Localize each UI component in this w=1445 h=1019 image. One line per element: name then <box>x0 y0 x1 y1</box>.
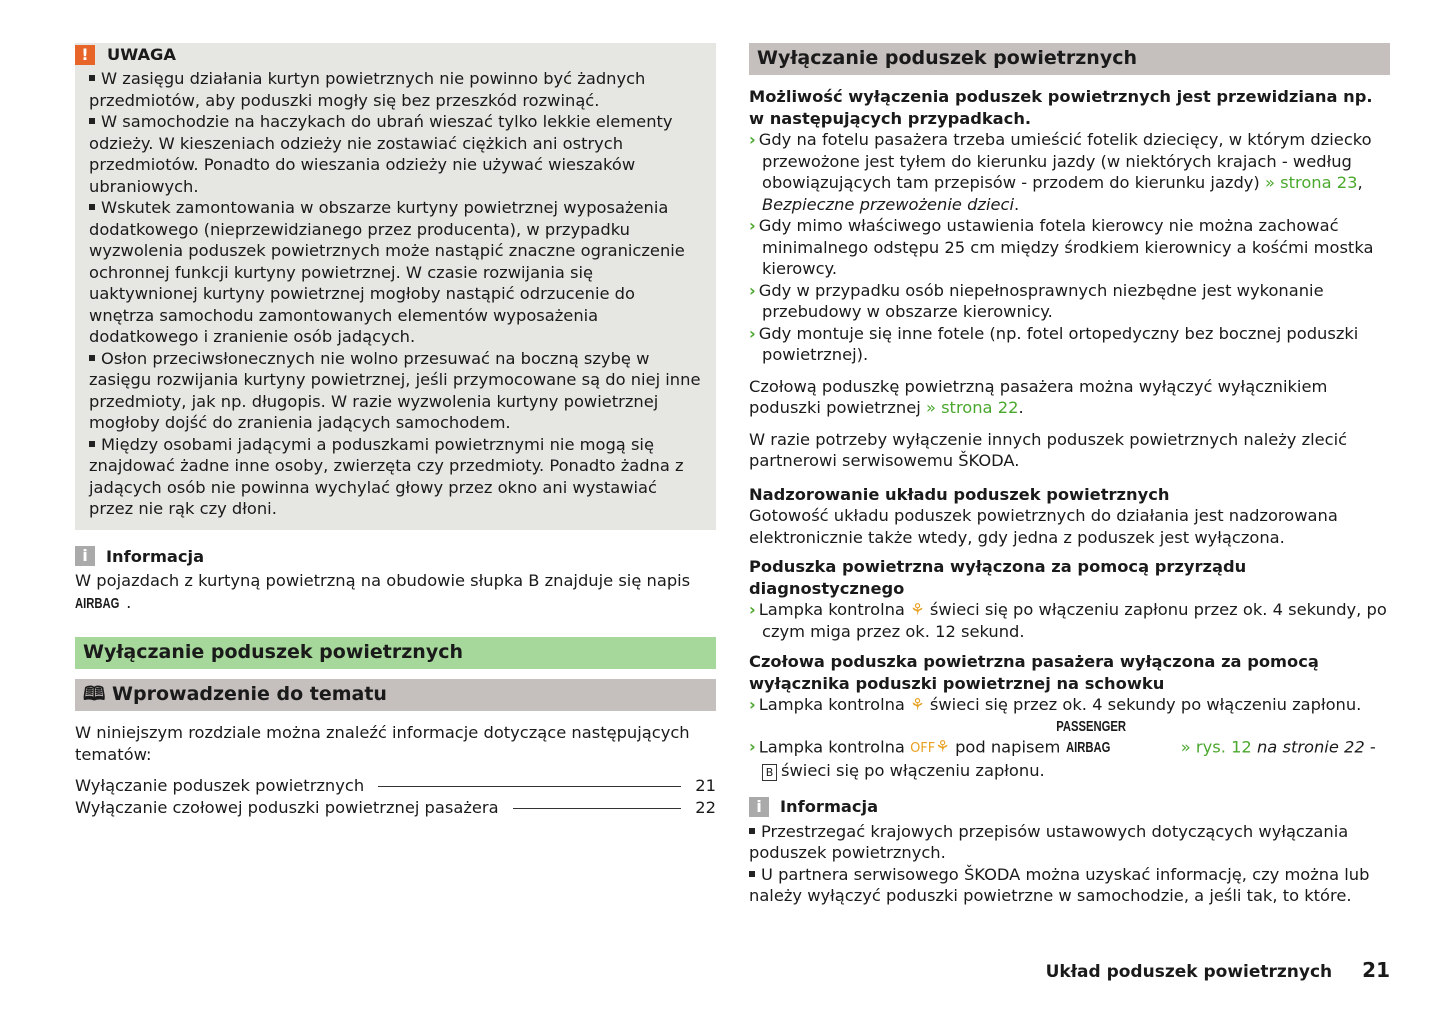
info-title: Informacja <box>780 797 879 816</box>
bullet-icon <box>89 441 95 447</box>
airbag-warning-lamp-icon: ⚘ <box>910 695 925 714</box>
bullet-icon <box>89 355 95 361</box>
right-column <box>749 43 1390 907</box>
warning-icon: ! <box>75 45 95 65</box>
toc-entry[interactable]: Wyłączanie czołowej poduszki powietrznej pasażera 22 <box>75 797 716 817</box>
section-title: Wyłączanie poduszek powietrznych <box>75 637 716 669</box>
info-icon: i <box>75 546 95 566</box>
page-link[interactable]: » strona 23 <box>1264 173 1358 192</box>
case-item: › Gdy mimo właściwego ustawienia fotela kierowcy nie można zachować minimalnego odstępu 25 cm między środkiem kierownicy a kośćmi mostka kierowcy. <box>749 216 1374 278</box>
warning-item: Wskutek zamontowania w obszarze kurtyny powietrznej wyposażenia dodatkowego (nieprzewidzianego przez producenta), w przypadku wyzwolenia poduszek powietrznych może nastąpić znaczne ograniczenie ochronnej funkcji kurtyny powietrznej. W czasie rozwijania się uaktywnionej kurtyny powietrznej mogłoby nastąpić odrzucenie do wnętrza samochodu zamontowanych elementów wyposażenia dodatkowego i zranienie osób jadących. <box>89 198 685 346</box>
info-item: U partnera serwisowego ŠKODA można uzyskać informację, czy można lub należy wyłączyć poduszki powietrzne w samochodzie, a jeśli tak, to które. <box>749 864 1370 905</box>
warning-box <box>75 43 716 530</box>
case-item: › Gdy w przypadku osób niepełnosprawnych niezbędne jest wykonanie przebudowy w obszarze kierownicy. <box>749 280 1324 321</box>
warning-title: UWAGA <box>107 45 177 65</box>
bullet-icon <box>749 871 755 877</box>
page-footer <box>1046 960 1390 984</box>
chapter-name: Układ poduszek powietrznych <box>1045 962 1333 982</box>
subheading: Nadzorowanie układu poduszek powietrznych <box>749 484 1170 504</box>
subheading: Czołowa poduszka powietrzna pasażera wyłączona za pomocą wyłącznika poduszki powietrznej na schowku <box>749 652 1319 693</box>
paragraph: Czołową poduszkę powietrzną pasażera można wyłączyć wyłącznikiem poduszki powietrznej » strona 22. <box>749 376 1328 417</box>
bullet-icon <box>89 75 95 81</box>
lead: Możliwość wyłączenia poduszek powietrznych jest przewidziana np. w następujących przypadkach. <box>749 87 1373 128</box>
subheading: Poduszka powietrzna wyłączona za pomocą przyrządu diagnostycznego <box>749 557 1247 598</box>
left-column <box>75 43 716 818</box>
intro-title: 🕮 Wprowadzenie do tematu <box>75 679 716 711</box>
page-link[interactable]: » strona 22 <box>925 398 1019 417</box>
info-text: W pojazdach z kurtyną powietrzną na obudowie słupka B znajduje się napis AIRBAG . <box>75 570 716 614</box>
warning-item: Osłon przeciwsłonecznych nie wolno przesuwać na boczną szybę w zasięgu rozwijania kurtyny powietrznej, jeśli przymocowane są do niej inne przedmioty, jak np. długopis. W razie wyzwolenia kurtyny powietrznej mogłoby dojść do zranienia jadących samochodem. <box>89 348 701 432</box>
bullet-icon <box>89 204 95 210</box>
page-number: 21 <box>1362 958 1390 982</box>
lamp-item: › Lampka kontrolna ⚘ świeci się po włączeniu zapłonu przez ok. 4 sekundy, po czym miga przez ok. 12 sekund. <box>749 600 1387 641</box>
info-title: Informacja <box>106 546 205 566</box>
case-item: › Gdy na fotelu pasażera trzeba umieścić fotelik dziecięcy, w którym dziecko przewożone jest tyłem do kierunku jazdy (w niektórych krajach - według obowiązujących tam przepisów - przodem do kierunku jazdy) » strona 23, Bezpieczne przewożenie dzieci. <box>749 130 1372 214</box>
warning-item: W zasięgu działania kurtyn powietrznych nie powinno być żadnych przedmiotów, aby poduszki mogły się bez przeszkód rozwinąć. <box>89 69 646 110</box>
right-title: Wyłączanie poduszek powietrznych <box>749 43 1390 75</box>
bullet-icon <box>749 828 755 834</box>
lamp-item: › Lampka kontrolna OFF⚘ pod napisem PASSENGER AIRBAG » rys. 12 na stronie 22 - B świeci się po włączeniu zapłonu. <box>749 717 1376 780</box>
paragraph: Gotowość układu poduszek powietrznych do działania jest nadzorowana elektronicznie także wtedy, gdy jedna z poduszek jest wyłączona. <box>749 506 1338 547</box>
case-item: › Gdy montuje się inne fotele (np. fotel ortopedyczny bez bocznej poduszki powietrznej). <box>749 323 1359 364</box>
toc-entry[interactable]: Wyłączanie poduszek powietrznych 21 <box>75 776 716 795</box>
intro-text: W niniejszym rozdziale można znaleźć informacje dotyczące następujących tematów: <box>75 723 690 764</box>
paragraph: W razie potrzeby wyłączenie innych poduszek powietrznych należy zlecić partnerowi serwisowemu ŠKODA. <box>749 429 1348 470</box>
passenger-airbag-label: PASSENGER AIRBAG <box>1055 717 1126 756</box>
bullet-icon <box>89 118 95 124</box>
warning-item: W samochodzie na haczykach do ubrań wieszać tylko lekkie elementy odzieży. W kieszeniach odzieży nie zostawiać ciężkich ani ostrych przedmiotów. Ponadto do wieszania odzieży nie używać wieszaków ubraniowych. <box>89 112 673 196</box>
figure-marker-b: B <box>762 764 777 781</box>
info-icon: i <box>749 797 769 817</box>
passenger-airbag-off-lamp-icon: OFF⚘ <box>910 737 950 756</box>
airbag-label: AIRBAG <box>75 594 120 612</box>
lamp-item: › Lampka kontrolna ⚘ świeci się przez ok. 4 sekundy po włączeniu zapłonu. <box>749 695 1362 714</box>
warning-item: Między osobami jadącymi a poduszkami powietrznymi nie mogą się znajdować żadne inne osoby, zwierzęta czy przedmioty. Ponadto żadna z jadących osób nie powinna wychylać głowy przez okno ani wystawiać przez nie rąk czy dłoni. <box>89 434 684 518</box>
info-item: Przestrzegać krajowych przepisów ustawowych dotyczących wyłączania poduszek powietrznych. <box>749 821 1349 862</box>
airbag-warning-lamp-icon: ⚘ <box>910 600 925 619</box>
figure-link[interactable]: » rys. 12 <box>1180 737 1252 756</box>
book-icon: 🕮 <box>83 683 113 705</box>
